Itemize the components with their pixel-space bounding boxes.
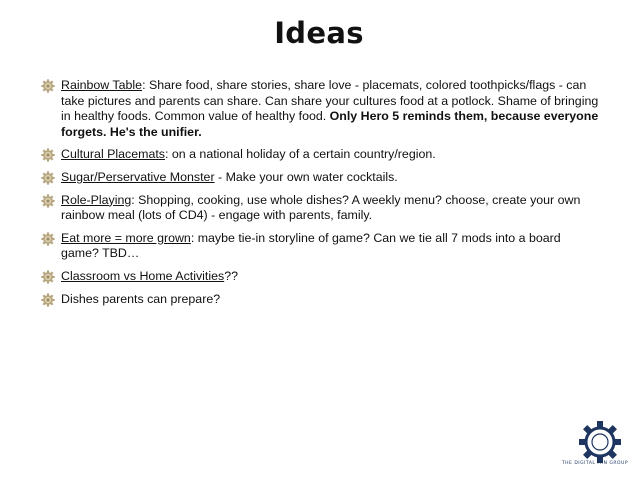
gear-bullet-icon <box>41 232 55 246</box>
item-link-eat-more[interactable]: Eat more = more grown <box>61 230 191 245</box>
list-item <box>41 231 601 262</box>
gear-bullet-icon <box>41 148 55 162</box>
item-text: : maybe tie-in storyline of game? Can we tie all 7 mods into a board game? TBD… <box>61 230 561 261</box>
logo-text: THE DIGITAL FAN GROUP <box>561 461 629 466</box>
item-text: : on a national holiday of a certain country/region. <box>164 147 436 162</box>
list-item <box>41 170 601 186</box>
item-text: Dishes parents can prepare? <box>61 291 221 306</box>
company-logo-icon <box>568 418 632 476</box>
ideas-list <box>41 78 601 314</box>
gear-bullet-icon <box>41 79 55 93</box>
item-link-role-playing[interactable]: Role-Playing <box>61 192 132 207</box>
list-item <box>41 269 601 285</box>
list-item <box>41 147 601 163</box>
list-item <box>41 292 601 308</box>
item-link-rainbow-table[interactable]: Rainbow Table <box>61 78 143 92</box>
gear-bullet-icon <box>41 270 55 284</box>
item-text: : Share food, share stories, share love - placemats, colored toothpicks/flags - can take pictures and parents can share. Can share your cultures food at a potlock. Shame of bringing in healthy foods. Common value of healthy food. <box>61 78 599 124</box>
item-text: : Shopping, cooking, use whole dishes? A weekly menu? choose, create your own rainbow meal (lots of CD4) - engage with parents, family. <box>61 192 581 223</box>
item-text: ?? <box>224 268 238 283</box>
item-bold-text: Only Hero 5 reminds them, because everyone forgets. He's the unifier. <box>61 109 599 139</box>
item-text: - Make your own water cocktails. <box>214 169 398 184</box>
gear-bullet-icon <box>41 171 55 185</box>
list-item <box>41 78 601 140</box>
item-link-classroom-vs-home[interactable]: Classroom vs Home Activities <box>61 268 225 283</box>
item-link-cultural-placemats[interactable]: Cultural Placemats <box>61 147 165 162</box>
item-link-sugar-monster[interactable]: Sugar/Perservative Monster <box>61 169 215 184</box>
gear-bullet-icon <box>41 194 55 208</box>
slide-title: Ideas <box>274 16 364 50</box>
list-item <box>41 193 601 224</box>
gear-bullet-icon <box>41 293 55 307</box>
